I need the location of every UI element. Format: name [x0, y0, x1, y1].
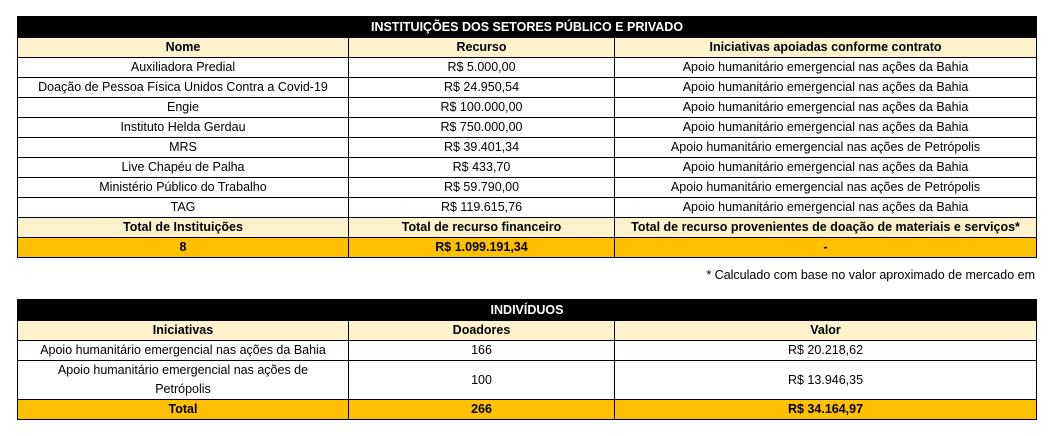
total-materials: - [615, 238, 1037, 258]
cell: R$ 119.615,76 [349, 198, 615, 218]
column-header: Nome [18, 38, 349, 58]
cell: Apoio humanitário emergencial nas ações de Petrópolis [615, 178, 1037, 198]
cell: R$ 433,70 [349, 158, 615, 178]
total-value: R$ 34.164,97 [615, 400, 1037, 420]
total-donors: 266 [349, 400, 615, 420]
column-header: Doadores [349, 321, 615, 341]
column-header: Iniciativas [18, 321, 349, 341]
cell: Apoio humanitário emergencial nas ações da Bahia [615, 158, 1037, 178]
cell: Apoio humanitário emergencial nas ações da Bahia [615, 198, 1037, 218]
total-header: Total de recurso financeiro [349, 218, 615, 238]
cell: 100 [349, 361, 615, 400]
column-header: Recurso [349, 38, 615, 58]
institutions-title: INSTITUIÇÕES DOS SETORES PÚBLICO E PRIVADO [18, 17, 1037, 38]
cell: R$ 5.000,00 [349, 58, 615, 78]
total-institutions: 8 [18, 238, 349, 258]
cell: R$ 750.000,00 [349, 118, 615, 138]
cell: Apoio humanitário emergencial nas ações da Bahia [615, 118, 1037, 138]
cell: TAG [18, 198, 349, 218]
cell: Instituto Helda Gerdau [18, 118, 349, 138]
cell: Doação de Pessoa Física Unidos Contra a Covid-19 [18, 78, 349, 98]
cell: R$ 20.218,62 [615, 341, 1037, 361]
total-header: Total de recurso provenientes de doação de materiais e serviços* [615, 218, 1037, 238]
cell: R$ 24.950,54 [349, 78, 615, 98]
table-row [18, 138, 1037, 158]
individuals-table [17, 299, 1037, 420]
total-financial: R$ 1.099.191,34 [349, 238, 615, 258]
column-header: Valor [615, 321, 1037, 341]
table-row [18, 118, 1037, 138]
cell: R$ 13.946,35 [615, 361, 1037, 400]
cell: MRS [18, 138, 349, 158]
institutions-table [17, 16, 1037, 258]
cell: R$ 100.000,00 [349, 98, 615, 118]
cell: 166 [349, 341, 615, 361]
table-row [18, 198, 1037, 218]
column-header: Iniciativas apoiadas conforme contrato [615, 38, 1037, 58]
total-label: Total [18, 400, 349, 420]
cell: R$ 39.401,34 [349, 138, 615, 158]
cell: Live Chapéu de Palha [18, 158, 349, 178]
cell: Apoio humanitário emergencial nas ações da Bahia [615, 78, 1037, 98]
cell: Apoio humanitário emergencial nas ações de Petrópolis [18, 361, 349, 400]
table-row [18, 58, 1037, 78]
cell: Apoio humanitário emergencial nas ações de Petrópolis [615, 138, 1037, 158]
cell: Apoio humanitário emergencial nas ações da Bahia [18, 341, 349, 361]
table-row [18, 178, 1037, 198]
individuals-title: INDIVÍDUOS [18, 300, 1037, 321]
total-header: Total de Instituições [18, 218, 349, 238]
table-row [18, 158, 1037, 178]
cell: Engie [18, 98, 349, 118]
cell: Apoio humanitário emergencial nas ações da Bahia [615, 98, 1037, 118]
table-row [18, 361, 1037, 400]
footnote: * Calculado com base no valor aproximado de mercado em [706, 268, 1035, 282]
table-row [18, 341, 1037, 361]
cell: Auxiliadora Predial [18, 58, 349, 78]
table-row [18, 98, 1037, 118]
cell: Apoio humanitário emergencial nas ações da Bahia [615, 58, 1037, 78]
cell: R$ 59.790,00 [349, 178, 615, 198]
cell: Ministério Público do Trabalho [18, 178, 349, 198]
table-row [18, 78, 1037, 98]
